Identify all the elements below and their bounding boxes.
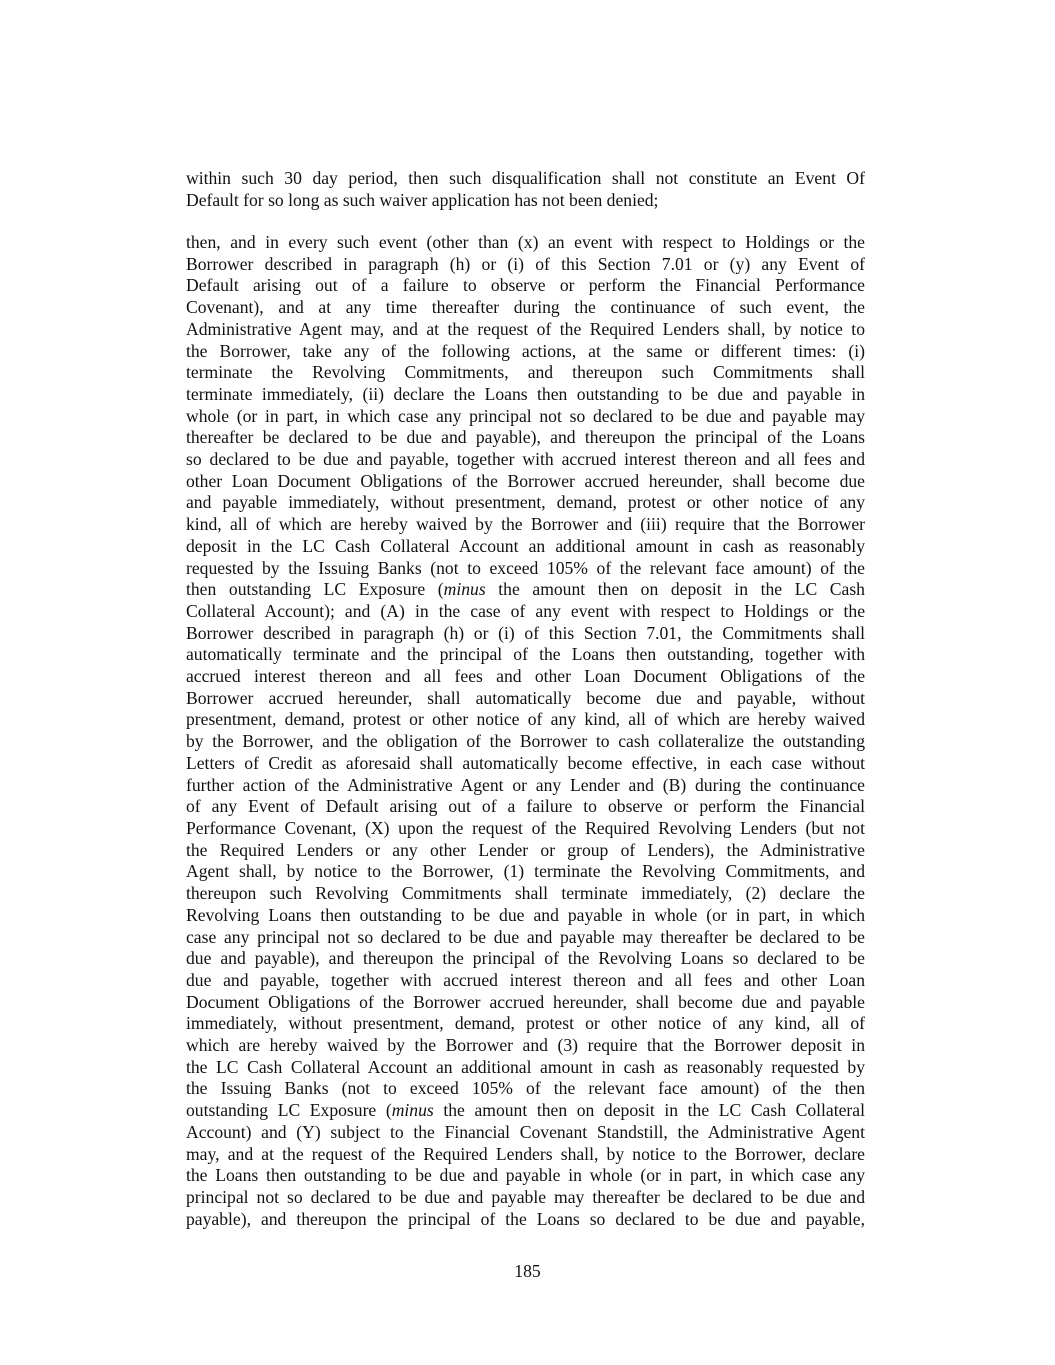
text-line: principal not so declared to be due and payable may thereafter be declared to be due and: [186, 1186, 865, 1207]
italic-term: minus: [443, 579, 486, 600]
text-segment: the amount then on deposit in the LC Cash Collateral: [433, 1100, 865, 1121]
text-line: within such 30 day period, then such disqualification shall not constitute an Event Of: [186, 168, 865, 188]
text-line: the Required Lenders or any other Lender or group of Lenders), the Administrative: [186, 839, 865, 860]
text-line: kind, all of which are hereby waived by the Borrower and (iii) require that the Borrower: [186, 514, 865, 535]
text-line: Borrower described in paragraph (h) or (i) of this Section 7.01 or (y) any Event of: [186, 253, 865, 274]
text-line: the Borrower, take any of the following actions, at the same or different times: (i): [186, 340, 865, 361]
text-line: deposit in the LC Cash Collateral Account an additional amount in cash as reasonably: [186, 535, 865, 556]
text-line: Default arising out of a failure to observe or perform the Financial Performance: [186, 275, 865, 296]
text-line: Covenant), and at any time thereafter during the continuance of such event, the: [186, 297, 865, 318]
text-segment: outstanding LC Exposure (: [186, 1100, 392, 1121]
text-line: terminate the Revolving Commitments, and thereupon such Commitments shall: [186, 362, 865, 383]
text-line: Letters of Credit as aforesaid shall automatically become effective, in each case without: [186, 752, 865, 773]
text-line: Performance Covenant, (X) upon the request of the Required Revolving Lenders (but not: [186, 817, 865, 838]
paragraph-continuation: [186, 168, 865, 211]
text-line: due and payable, together with accrued interest thereon and all fees and other Loan: [186, 969, 865, 990]
text-line: Document Obligations of the Borrower accrued hereunder, shall become due and payable: [186, 991, 865, 1012]
text-line: case any principal not so declared to be due and payable may thereafter be declared to be: [186, 926, 865, 947]
text-line: thereupon such Revolving Commitments shall terminate immediately, (2) declare the: [186, 883, 865, 904]
text-line: the Loans then outstanding to be due and payable in whole (or in part, in which case any: [186, 1165, 865, 1186]
text-line: Revolving Loans then outstanding to be due and payable in whole (or in part, in which: [186, 904, 865, 925]
text-line: Default for so long as such waiver application has not been denied;: [186, 189, 659, 210]
text-line: due and payable), and thereupon the principal of the Revolving Loans so declared to be: [186, 948, 865, 969]
text-line: requested by the Issuing Banks (not to exceed 105% of the relevant face amount) of the: [186, 557, 865, 578]
text-line: then, and in every such event (other than (x) an event with respect to Holdings or the: [186, 232, 865, 252]
text-line: presentment, demand, protest or other notice of any kind, all of which are hereby waived: [186, 709, 865, 730]
text-line: the Issuing Banks (not to exceed 105% of the relevant face amount) of the then: [186, 1078, 865, 1099]
text-line-with-italic: [186, 579, 865, 601]
text-line: Administrative Agent may, and at the request of the Required Lenders shall, by notice to: [186, 318, 865, 339]
paragraph-remedies: [186, 232, 865, 1230]
text-line: terminate immediately, (ii) declare the Loans then outstanding to be due and payable in: [186, 383, 865, 404]
text-line-with-italic: [186, 1100, 865, 1122]
text-line: immediately, without presentment, demand, protest or other notice of any kind, all of: [186, 1013, 865, 1034]
text-line: so declared to be due and payable, together with accrued interest thereon and all fees and: [186, 449, 865, 470]
text-line: of any Event of Default arising out of a failure to observe or perform the Financial: [186, 796, 865, 817]
text-line: thereafter be declared to be due and payable), and thereupon the principal of the Loans: [186, 427, 865, 448]
text-line: whole (or in part, in which case any principal not so declared to be due and payable may: [186, 405, 865, 426]
text-line: further action of the Administrative Agent or any Lender and (B) during the continuance: [186, 774, 865, 795]
text-line: Agent shall, by notice to the Borrower, (1) terminate the Revolving Commitments, and: [186, 861, 865, 882]
text-line: the LC Cash Collateral Account an additional amount in cash as reasonably requested by: [186, 1056, 865, 1077]
text-line: Borrower accrued hereunder, shall automatically become due and payable, without: [186, 687, 865, 708]
text-line: may, and at the request of the Required Lenders shall, by notice to the Borrower, declare: [186, 1143, 865, 1164]
text-line: and payable immediately, without presentment, demand, protest or other notice of any: [186, 492, 865, 513]
text-line: Account) and (Y) subject to the Financial Covenant Standstill, the Administrative Agent: [186, 1121, 865, 1142]
text-line: accrued interest thereon and all fees and other Loan Document Obligations of the: [186, 666, 865, 687]
italic-term: minus: [391, 1100, 434, 1121]
text-segment: then outstanding LC Exposure (: [186, 579, 444, 600]
text-line: other Loan Document Obligations of the Borrower accrued hereunder, shall become due: [186, 470, 865, 491]
page-number: 185: [514, 1261, 541, 1281]
text-line: payable), and thereupon the principal of the Loans so declared to be due and payable,: [186, 1208, 865, 1229]
text-line: which are hereby waived by the Borrower and (3) require that the Borrower deposit in: [186, 1035, 865, 1056]
text-segment: the amount then on deposit in the LC Cash: [485, 579, 865, 600]
text-line: automatically terminate and the principal of the Loans then outstanding, together with: [186, 644, 865, 665]
text-line: Borrower described in paragraph (h) or (i) of this Section 7.01, the Commitments shall: [186, 622, 865, 643]
text-line: by the Borrower, and the obligation of the Borrower to cash collateralize the outstanding: [186, 731, 865, 752]
text-line: Collateral Account); and (A) in the case of any event with respect to Holdings or the: [186, 600, 865, 621]
